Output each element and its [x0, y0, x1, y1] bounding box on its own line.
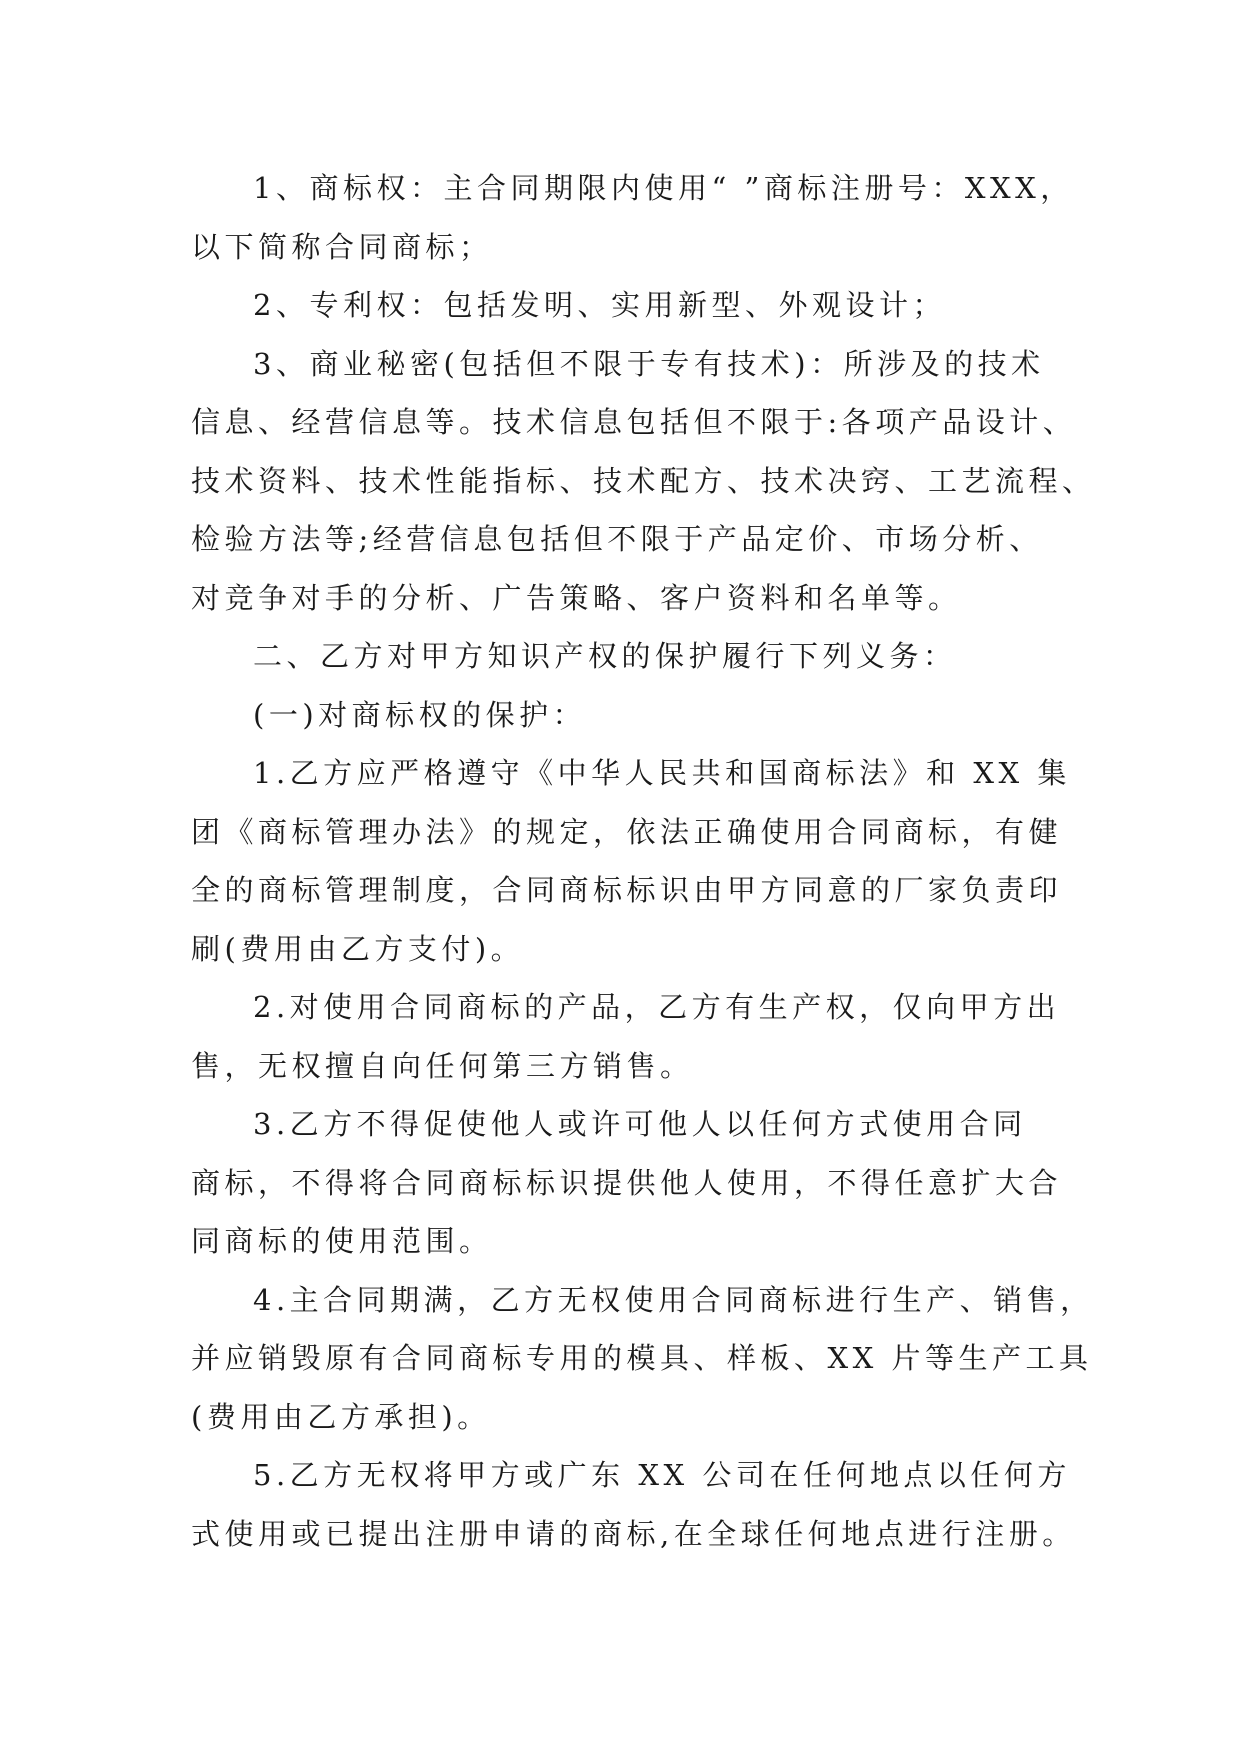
text-line: 2、专利权：包括发明、实用新型、外观设计； — [253, 288, 946, 322]
text-line: 4.主合同期满，乙方无权使用合同商标进行生产、销售， — [253, 1282, 1094, 1317]
text-line: 全的商标管理制度，合同商标标识由甲方同意的厂家负责印 — [191, 873, 1063, 907]
text-line: (费用由乙方承担)。 — [191, 1399, 491, 1434]
text-line: 团《商标管理办法》的规定，依法正确使用合同商标，有健 — [191, 814, 1063, 849]
text-line: 同商标的使用范围。 — [191, 1224, 493, 1258]
text-line: 二、乙方对甲方知识产权的保护履行下列义务： — [253, 639, 957, 673]
text-line: 对竞争对手的分析、广告策略、客户资料和名单等。 — [191, 580, 962, 615]
text-line: (一)对商标权的保护： — [253, 697, 587, 732]
clause-4 — [191, 1271, 1094, 1447]
clause-3 — [191, 1095, 1063, 1271]
text-line: 2.对使用合同商标的产品，乙方有生产权，仅向甲方出 — [253, 990, 1061, 1024]
text-line: 以下简称合同商标； — [191, 229, 493, 264]
text-line: 5.乙方无权将甲方或广东 XX 公司在任何地点以任何方 — [253, 1458, 1071, 1492]
text-line: 3.乙方不得促使他人或许可他人以任何方式使用合同 — [253, 1107, 1027, 1141]
paragraph-trademark-right — [191, 159, 1074, 276]
text-line: 式使用或已提出注册申请的商标,在全球任何地点进行注册。 — [191, 1516, 1076, 1551]
text-line: 1.乙方应严格遵守《中华人民共和国商标法》和 XX 集 — [253, 756, 1071, 790]
clause-5 — [191, 1446, 1076, 1563]
text-line: 并应销毁原有合同商标专用的模具、样板、XX 片等生产工具 — [191, 1341, 1093, 1375]
text-line: 信息、经营信息等。技术信息包括但不限于:各项产品设计、 — [191, 405, 1077, 439]
subsection-heading-trademark-protection — [191, 686, 1051, 745]
clause-1 — [191, 744, 1071, 978]
text-line: 技术资料、技术性能指标、技术配方、技术决窍、工艺流程、 — [191, 463, 1096, 498]
paragraph-patent-right — [191, 276, 1051, 335]
text-line: 售，无权擅自向任何第三方销售。 — [191, 1048, 694, 1083]
section-heading-obligations — [191, 627, 1051, 686]
clause-2 — [191, 978, 1061, 1095]
text-line: 1、商标权：主合同期限内使用“ ”商标注册号：XXX， — [253, 171, 1074, 205]
text-line: 商标，不得将合同商标标识提供他人使用，不得任意扩大合 — [191, 1165, 1063, 1200]
text-line: 刷(费用由乙方支付)。 — [191, 931, 525, 966]
text-line: 检验方法等;经营信息包括但不限于产品定价、市场分析、 — [191, 522, 1043, 556]
document-body — [191, 159, 1096, 1563]
paragraph-trade-secret — [191, 335, 1096, 628]
text-line: 3、商业秘密(包括但不限于专有技术)：所涉及的技术 — [253, 346, 1045, 381]
